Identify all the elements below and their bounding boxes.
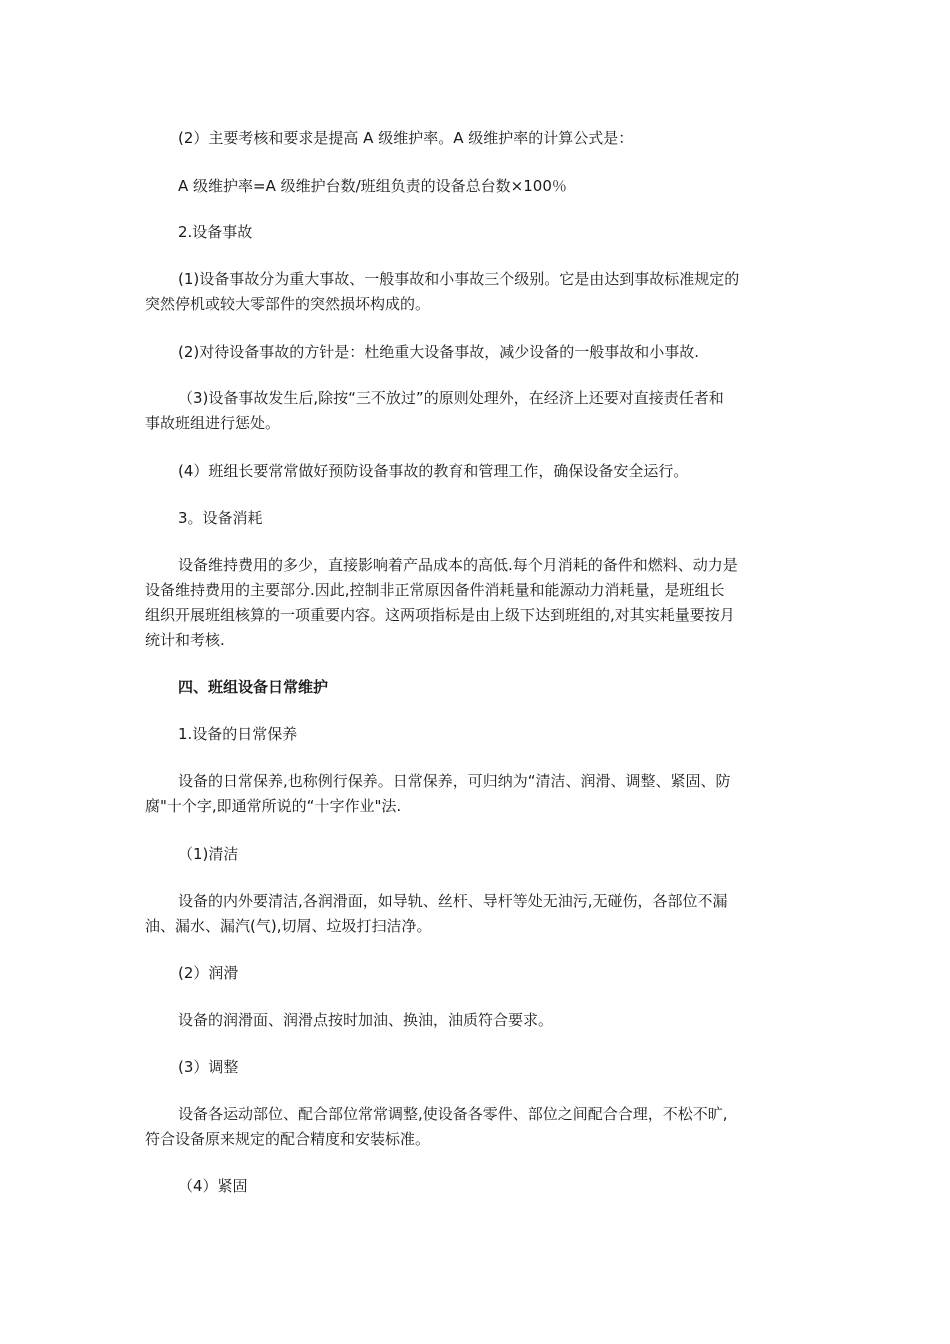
paragraph-adjustment-line2: 符合设备原来规定的配合精度和安装标准。 [145, 1130, 431, 1148]
subheading-fastening: （4）紧固 [178, 1177, 248, 1195]
section-heading-daily-maintenance: 四、班组设备日常维护 [178, 678, 329, 696]
paragraph-cleaning-line2: 油、漏水、漏汽(气),切屑、垃圾打扫洁净。 [145, 917, 432, 935]
paragraph-consumption-line1: 设备维持费用的多少，直接影响着产品成本的高低.每个月消耗的备件和燃料、动力是 [178, 556, 738, 574]
paragraph-accident-levels-line2: 突然停机或较大零部件的突然损坏构成的。 [145, 295, 431, 313]
paragraph-accident-policy: (2)对待设备事故的方针是：杜绝重大设备事故，减少设备的一般事故和小事故. [178, 343, 700, 361]
subheading-lubrication: (2）润滑 [178, 964, 239, 982]
heading-daily-upkeep: 1.设备的日常保养 [178, 725, 298, 743]
paragraph-consumption-line2: 设备维持费用的主要部分.因此,控制非正常原因备件消耗量和能源动力消耗量，是班组长 [145, 581, 725, 599]
subheading-cleaning: （1)清洁 [178, 845, 239, 863]
subheading-adjustment: (3）调整 [178, 1058, 239, 1076]
paragraph-accident-handling-line1: （3)设备事故发生后,除按“三不放过”的原则处理外，在经济上还要对直接责任者和 [178, 389, 724, 407]
paragraph-daily-upkeep-line1: 设备的日常保养,也称例行保养。日常保养，可归纳为“清洁、润滑、调整、紧固、防 [178, 772, 731, 790]
paragraph-cleaning-line1: 设备的内外要清洁,各润滑面，如导轨、丝杆、导杆等处无油污,无碰伤，各部位不漏 [178, 892, 728, 910]
heading-equipment-consumption: 3。设备消耗 [178, 509, 263, 527]
paragraph-daily-upkeep-line2: 腐"十个字,即通常所说的“十字作业"法. [145, 797, 402, 815]
heading-equipment-accidents: 2.设备事故 [178, 223, 253, 241]
paragraph-accident-levels-line1: (1)设备事故分为重大事故、一般事故和小事故三个级别。它是由达到事故标准规定的 [178, 270, 740, 288]
paragraph-a-level-formula: A 级维护率=A 级维护台数/班组负责的设备总台数×100％ [178, 177, 567, 195]
paragraph-accident-prevention: (4）班组长要常常做好预防设备事故的教育和管理工作，确保设备安全运行。 [178, 462, 689, 480]
paragraph-consumption-line3: 组织开展班组核算的一项重要内容。这两项指标是由上级下达到班组的,对其实耗量要按月 [145, 606, 735, 624]
paragraph-adjustment-line1: 设备各运动部位、配合部位常常调整,使设备各零件、部位之间配合合理，不松不旷, [178, 1105, 728, 1123]
paragraph-accident-handling-line2: 事故班组进行惩处。 [145, 414, 281, 432]
paragraph-consumption-line4: 统计和考核. [145, 631, 225, 649]
paragraph-lubrication: 设备的润滑面、润滑点按时加油、换油，油质符合要求。 [178, 1011, 554, 1029]
paragraph-a-level-requirement: (2）主要考核和要求是提高 A 级维护率。A 级维护率的计算公式是： [178, 129, 634, 147]
